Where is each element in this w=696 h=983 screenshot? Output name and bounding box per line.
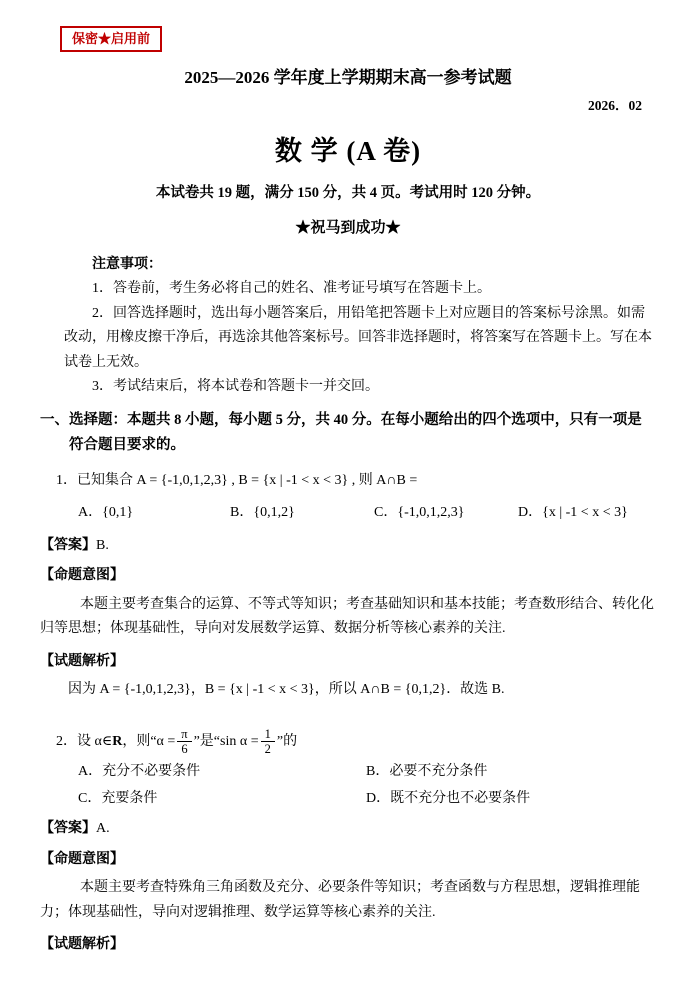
doc-title: 2025—2026 学年度上学期期末高一参考试题 [184, 67, 512, 87]
q1-intent-heading [40, 564, 656, 589]
q2-answer-line [40, 817, 656, 842]
intent-label: 【命题意图】 [40, 851, 124, 867]
q2-stem-text: ”是“ [193, 733, 221, 749]
q2-stem-math: sin α = [220, 733, 259, 749]
analysis-text: ，所以 [314, 682, 361, 697]
q2-option-b [366, 760, 656, 785]
exam-info-line: 本试卷共 19 题，满分 150 分，共 4 页。考试用时 120 分钟。 [155, 185, 541, 202]
analysis-label: 【试题解析】 [40, 653, 124, 669]
analysis-text: 因为 [68, 682, 100, 697]
q1-option-b [230, 501, 370, 526]
option-label: D． [366, 790, 391, 806]
q2-stem-text: 2．设 [56, 733, 95, 749]
fraction-denominator: 2 [264, 741, 271, 756]
option-value: {0,1} [102, 505, 134, 520]
fraction-denominator: 6 [181, 741, 188, 756]
option-label: B． [366, 764, 390, 780]
fraction-one-half [261, 727, 275, 757]
subject-title: 数 学 (A 卷) [274, 135, 422, 166]
q2-stem-math-r: R [112, 733, 123, 749]
notice-heading: 注意事项： [92, 256, 162, 272]
q1-option-a [78, 501, 226, 526]
q1-analysis-heading [40, 650, 656, 675]
option-value: 充要条件 [101, 790, 158, 806]
option-label: A． [78, 505, 103, 520]
analysis-math: A = {-1,0,1,2,3} [99, 682, 191, 697]
notice-item: 1．答卷前，考生务必将自己的姓名、准考证号填写在答题卡上。 [92, 281, 491, 297]
option-value: 必要不充分条件 [389, 764, 488, 780]
q2-answer: A. [96, 821, 110, 837]
q2-option-c [78, 787, 366, 812]
option-value: {0,1,2} [253, 505, 295, 520]
option-value: {-1,0,1,2,3} [397, 505, 465, 520]
q2-analysis-heading [40, 933, 656, 958]
fraction-numerator: 1 [261, 727, 275, 742]
q2-intent-heading [40, 848, 656, 873]
q2-stem-text: ”的 [276, 733, 298, 749]
confidential-stamp [60, 26, 162, 52]
section-heading: 一、选择题：本题共 8 小题，每小题 5 分，共 40 分。在每小题给出的四个选项中，只有一项是符合题目要求的。 [40, 411, 642, 454]
question-1 [40, 469, 656, 703]
q1-intent-text: 本题主要考查集合的运算、不等式等知识；考查基础知识和基本技能；考查数形结合、转化化归等思想；体现基础性，导向对发展数学运算、数据分析等核心素养的关注. [40, 596, 654, 636]
q2-stem-math: α∈ [94, 733, 113, 749]
analysis-label: 【试题解析】 [40, 937, 124, 953]
notice-item: 3．考试结束后，将本试卷和答题卡一并交回。 [92, 379, 379, 395]
q1-answer: B. [96, 537, 109, 553]
wish-line: ★祝马到成功★ [295, 219, 401, 236]
notice-item: 2．回答选择题时，选出每小题答案后，用铅笔把答题卡上对应题目的答案标号涂黑。如需改动，用橡皮擦干净后，再选涂其他答案标号。回答非选择题时，将答案写在答题卡上。写在本试卷上无效。 [64, 305, 652, 370]
q1-stem-text: 则 [355, 472, 377, 488]
fraction-numerator: π [177, 727, 191, 742]
q1-answer-line [40, 534, 656, 559]
option-value: {x | -1 < x < 3} [542, 505, 628, 520]
analysis-math: A∩B = {0,1,2} [360, 682, 447, 697]
q2-stem-text: ，则“ [122, 733, 157, 749]
q1-stem-math: A∩B = [376, 472, 418, 488]
answer-label: 【答案】 [40, 821, 96, 837]
q1-stem-text: 1．已知集合 [56, 472, 137, 488]
q1-stem [56, 469, 656, 494]
q1-option-c [374, 501, 514, 526]
q1-stem-math: A = {-1,0,1,2,3} , B = {x | -1 < x < 3} , [136, 472, 356, 488]
q2-stem [56, 727, 656, 757]
option-label: A． [78, 764, 103, 780]
q1-options [78, 501, 656, 526]
fraction-pi-over-6 [177, 727, 191, 757]
q1-analysis-text [40, 678, 656, 703]
intent-label: 【命题意图】 [40, 568, 124, 583]
confidential-text: 保密★启用前 [72, 31, 151, 46]
answer-label: 【答案】 [40, 537, 96, 553]
analysis-text: ， [190, 682, 205, 697]
option-label: C． [374, 505, 398, 520]
option-value: 既不充分也不必要条件 [390, 790, 531, 806]
q2-stem-math: α = [156, 733, 176, 749]
option-label: D． [518, 505, 543, 520]
analysis-text: ．故选 B. [446, 682, 505, 697]
q2-intent-text: 本题主要考查特殊角三角函数及充分、必要条件等知识；考查函数与方程思想，逻辑推理能力；体现基础性，导向对逻辑推理、数学运算等核心素养的关注. [40, 880, 640, 920]
q2-options [78, 760, 656, 811]
q1-option-d [518, 501, 656, 526]
option-label: B． [230, 505, 254, 520]
exam-date: 2026．02 [588, 98, 642, 114]
q2-option-d [366, 787, 656, 812]
notice-block [64, 253, 654, 400]
option-label: C． [78, 790, 102, 806]
option-value: 充分不必要条件 [102, 764, 201, 780]
question-2 [40, 727, 656, 958]
q2-option-a [78, 760, 366, 785]
analysis-math: B = {x | -1 < x < 3} [204, 682, 315, 697]
